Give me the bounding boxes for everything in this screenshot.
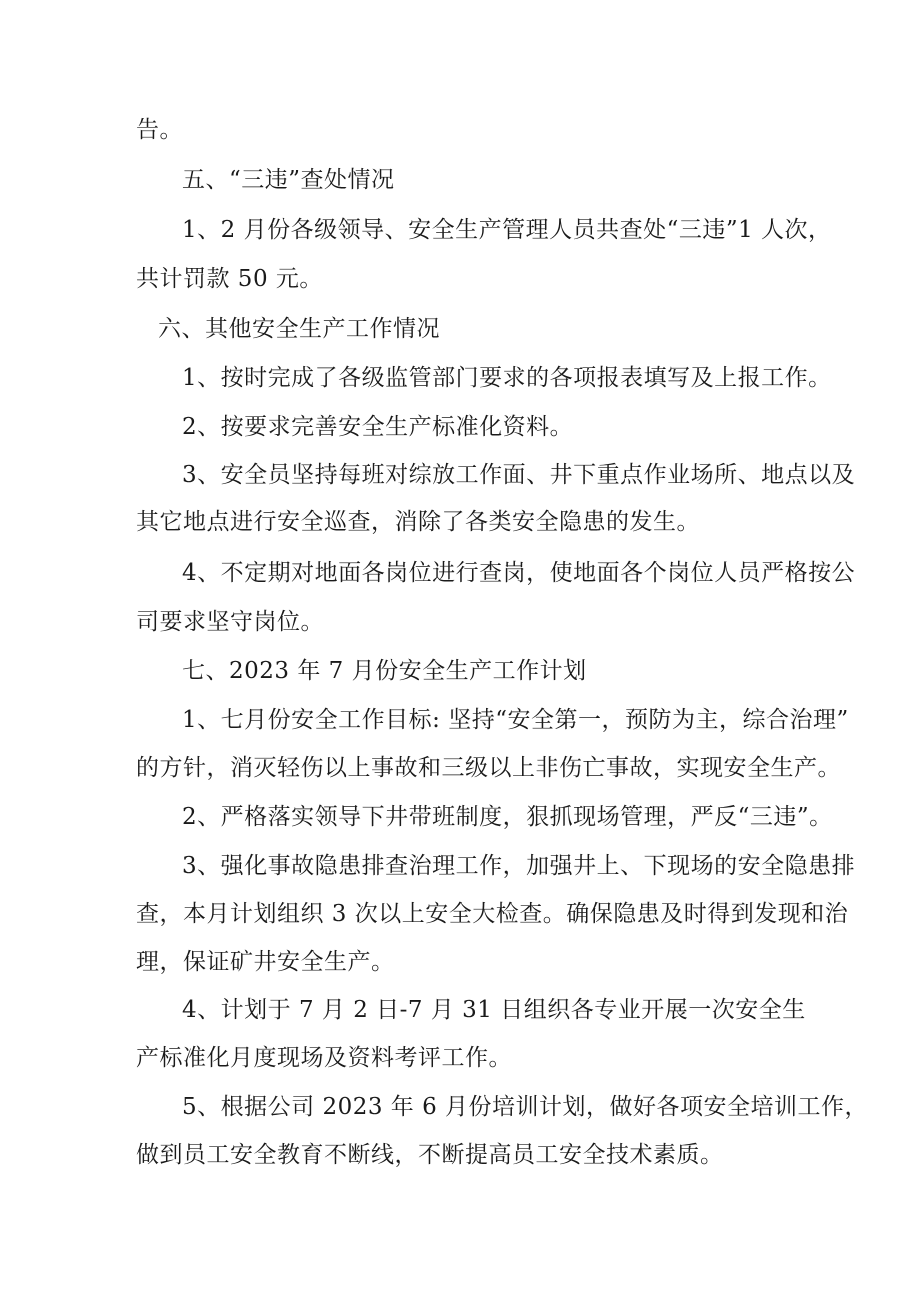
text-line: 共计罚款 50 元。 xyxy=(136,266,323,292)
text-line: 查，本月计划组织 3 次以上安全大检查。确保隐患及时得到发现和治 xyxy=(136,901,849,927)
text-line: 告。 xyxy=(136,117,183,143)
text-line: 4、不定期对地面各岗位进行查岗，使地面各个岗位人员严格按公 xyxy=(182,560,856,586)
section-heading: 五、“三违”查处情况 xyxy=(182,167,395,193)
text-line: 司要求坚守岗位。 xyxy=(136,609,324,635)
text-line: 1、2 月份各级领导、安全生产管理人员共查处“三违”1 人次， xyxy=(182,217,832,243)
text-line: 其它地点进行安全巡查，消除了各类安全隐患的发生。 xyxy=(136,509,700,535)
text-line: 2、严格落实领导下井带班制度，狠抓现场管理，严反“三违”。 xyxy=(182,804,833,830)
text-line: 5、根据公司 2023 年 6 月份培训计划，做好各项安全培训工作， xyxy=(182,1094,869,1120)
text-line: 1、七月份安全工作目标: 坚持“安全第一，预防为主，综合治理” xyxy=(182,707,849,733)
text-line: 2、按要求完善安全生产标准化资料。 xyxy=(182,414,574,440)
text-line: 4、计划于 7 月 2 日-7 月 31 日组织各专业开展一次安全生 xyxy=(182,997,806,1023)
text-line: 做到员工安全教育不断线，不断提高员工安全技术素质。 xyxy=(136,1142,724,1168)
text-line: 3、安全员坚持每班对综放工作面、井下重点作业场所、地点以及 xyxy=(182,462,856,488)
text-line: 产标准化月度现场及资料考评工作。 xyxy=(136,1045,512,1071)
text-line: 3、强化事故隐患排查治理工作，加强井上、下现场的安全隐患排 xyxy=(182,853,856,879)
section-heading: 七、2023 年 7 月份安全生产工作计划 xyxy=(182,658,587,684)
text-line: 理，保证矿井安全生产。 xyxy=(136,949,395,975)
text-line: 的方针，消灭轻伤以上事故和三级以上非伤亡事故，实现安全生产。 xyxy=(136,755,841,781)
text-line: 1、按时完成了各级监管部门要求的各项报表填写及上报工作。 xyxy=(182,365,832,391)
section-heading: 六、其他安全生产工作情况 xyxy=(158,316,440,342)
